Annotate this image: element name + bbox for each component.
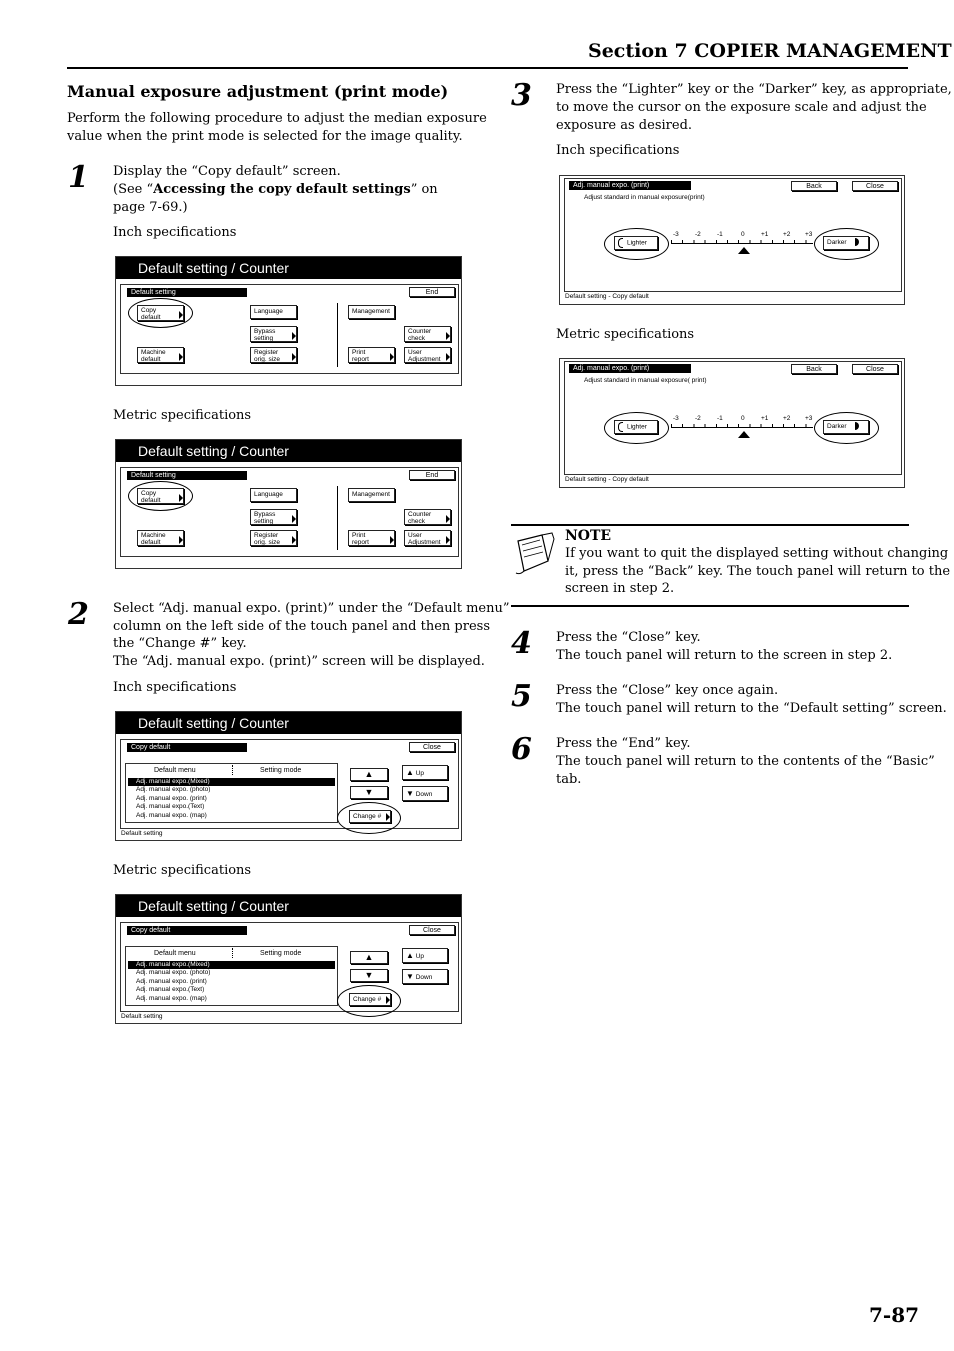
print-report-button[interactable]: Print report	[348, 347, 395, 363]
note-rule-top	[511, 524, 909, 526]
list-item[interactable]: Adj. manual expo. (map)	[136, 994, 207, 1002]
screenshot-default-setting-metric	[115, 439, 462, 569]
screen-subtitle: Adjust standard in manual exposure(print)	[584, 194, 705, 201]
step6-line-1: Press the “End” key.	[556, 736, 691, 751]
triangle-up-icon: ▲	[364, 769, 374, 779]
step-number-2: 2	[68, 597, 89, 632]
step2-line-2: column on the left side of the touch panel and then press	[113, 619, 490, 634]
intro-line-1: Perform the following procedure to adjust the median exposure	[67, 111, 487, 126]
step3-line-3: exposure as desired.	[556, 118, 693, 133]
note-pencil-icon	[512, 531, 556, 579]
bypass-setting-button[interactable]: Bypass setting	[250, 509, 297, 525]
exposure-scale-labels: -3 -2 -1 0 +1 +2 +3	[673, 415, 813, 422]
bypass-setting-button[interactable]: Bypass setting	[250, 326, 297, 342]
screen-title: Default setting / Counter	[116, 712, 461, 734]
screen-footer: Default setting - Copy default	[565, 293, 649, 300]
close-button[interactable]: Close	[409, 742, 455, 752]
step-number-4: 4	[511, 626, 532, 661]
up-button[interactable]: ▲ Up	[402, 765, 448, 780]
down-button[interactable]: ▼ Down	[402, 786, 448, 801]
intro-line-2: value when the print mode is selected for the image quality.	[67, 129, 463, 144]
screen-title: Default setting / Counter	[116, 257, 461, 279]
divider	[337, 486, 338, 550]
column-header-menu: Default menu	[154, 767, 196, 774]
list-item[interactable]: Adj. manual expo. (photo)	[136, 786, 211, 794]
step-number-5: 5	[511, 679, 532, 714]
header-rule	[67, 67, 908, 69]
copy-default-button[interactable]: Copy default	[137, 305, 184, 321]
spec-label-metric-3: Metric specifications	[556, 327, 695, 342]
step2-line-4: The “Adj. manual expo. (print)” screen will be displayed.	[113, 654, 485, 669]
list-item[interactable]: Adj. manual expo. (print)	[136, 794, 207, 802]
triangle-up-icon: ▲	[406, 951, 414, 960]
list-item[interactable]: Adj. manual expo. (map)	[136, 811, 207, 819]
step4-line-1: Press the “Close” key.	[556, 630, 701, 645]
step-number-1: 1	[68, 160, 89, 195]
cross-reference: Accessing the copy default settings	[153, 182, 411, 197]
back-button[interactable]: Back	[791, 364, 837, 374]
column-header-mode: Setting mode	[260, 950, 302, 957]
darker-button[interactable]: Darker	[823, 420, 869, 434]
highlight-circle	[128, 298, 193, 328]
note-line-1: If you want to quit the displayed setting without changing	[565, 546, 949, 561]
column-header-menu: Default menu	[154, 950, 196, 957]
highlight-circle	[337, 985, 401, 1017]
step-number-6: 6	[511, 732, 532, 767]
default-menu-list	[125, 946, 338, 1006]
language-button[interactable]: Language	[250, 488, 297, 502]
screenshot-copy-default-inch	[115, 711, 462, 841]
screen-footer: Default setting	[121, 830, 163, 837]
scroll-down-button[interactable]	[350, 969, 388, 982]
lighter-icon	[618, 422, 623, 432]
lighter-button[interactable]: Lighter	[614, 236, 658, 250]
screen-footer: Default setting - Copy default	[565, 476, 649, 483]
triangle-down-icon: ▼	[406, 789, 414, 798]
register-orig-size-button[interactable]: Register orig. size	[250, 347, 297, 363]
management-button[interactable]: Management	[348, 488, 395, 502]
list-item[interactable]: Adj. manual expo. (print)	[136, 977, 207, 985]
column-header-mode: Setting mode	[260, 767, 302, 774]
triangle-down-icon: ▼	[364, 970, 374, 980]
darker-button[interactable]: Darker	[823, 236, 869, 250]
user-adjustment-button[interactable]: User Adjustment	[404, 347, 451, 363]
screen-title: Default setting / Counter	[116, 440, 461, 462]
section-header: Section 7 COPIER MANAGEMENT	[588, 40, 952, 62]
highlight-circle	[128, 481, 193, 511]
note-rule-bottom	[511, 605, 909, 607]
screenshot-exposure-metric	[559, 358, 905, 488]
list-item[interactable]: Adj. manual expo.(Mixed)	[128, 778, 335, 786]
screen-bar: Copy default	[127, 743, 247, 752]
section-heading: Manual exposure adjustment (print mode)	[67, 82, 449, 101]
copy-default-button[interactable]: Copy default	[137, 488, 184, 504]
list-item[interactable]: Adj. manual expo.(Text)	[136, 986, 205, 994]
darker-icon	[855, 422, 859, 430]
screenshot-default-setting-inch	[115, 256, 462, 386]
step1-line-1: Display the “Copy default” screen.	[113, 164, 341, 179]
down-button[interactable]: ▼ Down	[402, 969, 448, 984]
close-button[interactable]: Close	[852, 181, 898, 191]
spec-label-metric-1: Metric specifications	[113, 408, 252, 423]
scroll-up-button[interactable]	[350, 951, 388, 964]
step-number-3: 3	[511, 78, 532, 113]
screen-bar: Default setting	[127, 471, 247, 480]
page-number: 7-87	[869, 1303, 920, 1327]
exposure-cursor-icon	[738, 247, 750, 254]
triangle-up-icon: ▲	[406, 768, 414, 777]
spec-label-metric-2: Metric specifications	[113, 863, 252, 878]
scroll-down-button[interactable]	[350, 786, 388, 799]
triangle-down-icon: ▼	[406, 972, 414, 981]
step3-line-2: to move the cursor on the exposure scale and adjust the	[556, 100, 927, 115]
note-title: NOTE	[565, 528, 612, 544]
screen-bar: Copy default	[127, 926, 247, 935]
lighter-icon	[618, 238, 623, 248]
screen-title: Default setting / Counter	[116, 895, 461, 917]
list-item[interactable]: Adj. manual expo.(Mixed)	[128, 961, 335, 969]
change-number-button[interactable]: Change #	[349, 993, 391, 1006]
screen-bar: Default setting	[127, 288, 247, 297]
screen-subtitle: Adjust standard in manual exposure( print)	[584, 377, 707, 384]
lighter-button[interactable]: Lighter	[614, 420, 658, 434]
exposure-cursor-icon	[738, 431, 750, 438]
step5-line-2: The touch panel will return to the “Default setting” screen.	[556, 701, 947, 716]
step2-line-1: Select “Adj. manual expo. (print)” under the “Default menu”	[113, 601, 510, 616]
darker-icon	[855, 238, 859, 246]
step1-line-3: page 7-69.)	[113, 200, 188, 215]
user-adjustment-button[interactable]: User Adjustment	[404, 530, 451, 546]
spec-label-inch-1: Inch specifications	[113, 225, 237, 240]
step2-line-3: the “Change #” key.	[113, 636, 247, 651]
default-menu-list	[125, 763, 338, 823]
language-button[interactable]: Language	[250, 305, 297, 319]
screen-bar: Adj. manual expo. (print)	[569, 181, 691, 190]
triangle-up-icon: ▲	[364, 952, 374, 962]
divider	[337, 303, 338, 367]
counter-check-button[interactable]: Counter check	[404, 326, 451, 342]
step3-line-1: Press the “Lighter” key or the “Darker” key, as appropriate,	[556, 82, 952, 97]
spec-label-inch-2: Inch specifications	[113, 680, 237, 695]
screenshot-copy-default-metric	[115, 894, 462, 1024]
highlight-circle	[337, 802, 401, 834]
step6-line-2: The touch panel will return to the contents of the “Basic”	[556, 754, 935, 769]
machine-default-button[interactable]: Machine default	[137, 530, 184, 546]
spec-label-inch-3: Inch specifications	[556, 143, 680, 158]
close-button[interactable]: Close	[409, 925, 455, 935]
machine-default-button[interactable]: Machine default	[137, 347, 184, 363]
step1-line-2: (See “Accessing the copy default settings” on	[113, 182, 438, 197]
end-button[interactable]: End	[409, 470, 455, 480]
step6-line-3: tab.	[556, 772, 582, 787]
note-line-3: screen in step 2.	[565, 581, 675, 596]
back-button[interactable]: Back	[791, 181, 837, 191]
register-orig-size-button[interactable]: Register orig. size	[250, 530, 297, 546]
screen-footer: Default setting	[121, 1013, 163, 1020]
management-button[interactable]: Management	[348, 305, 395, 319]
end-button[interactable]: End	[409, 287, 455, 297]
scroll-up-button[interactable]	[350, 768, 388, 781]
step4-line-2: The touch panel will return to the screen in step 2.	[556, 648, 893, 663]
note-line-2: it, press the “Back” key. The touch panel will return to the	[565, 564, 951, 579]
list-item[interactable]: Adj. manual expo.(Text)	[136, 803, 205, 811]
up-button[interactable]: ▲ Up	[402, 948, 448, 963]
print-report-button[interactable]: Print report	[348, 530, 395, 546]
counter-check-button[interactable]: Counter check	[404, 509, 451, 525]
exposure-scale-labels: -3 -2 -1 0 +1 +2 +3	[673, 231, 813, 238]
list-item[interactable]: Adj. manual expo. (photo)	[136, 969, 211, 977]
change-number-button[interactable]: Change #	[349, 810, 391, 823]
close-button[interactable]: Close	[852, 364, 898, 374]
screen-bar: Adj. manual expo. (print)	[569, 364, 691, 373]
triangle-down-icon: ▼	[364, 787, 374, 797]
screenshot-exposure-inch	[559, 175, 905, 305]
step5-line-1: Press the “Close” key once again.	[556, 683, 779, 698]
